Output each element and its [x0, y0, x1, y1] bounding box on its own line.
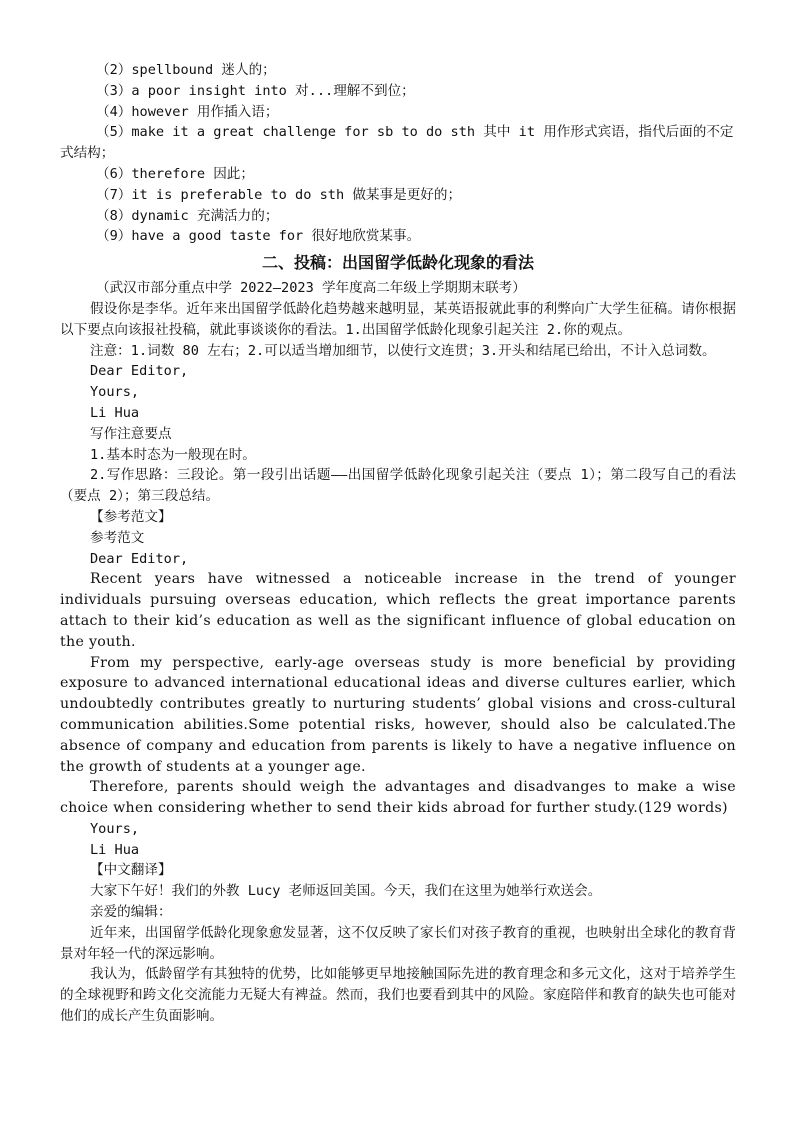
template-closing: Yours,: [90, 384, 140, 401]
vocab-item: （7）it is preferable to do sth 做某事是更好的；: [96, 186, 462, 203]
section-title: 二、投稿：出国留学低龄化现象的看法: [261, 253, 534, 273]
essay-signature: Li Hua: [90, 841, 140, 858]
translation-intro: 大家下午好！我们的外教 Lucy 老师返回美国。今天，我们在这里为她举行欢送会。: [90, 883, 602, 900]
essay-greeting: Dear Editor,: [90, 550, 189, 567]
vocab-item: （9）have a good taste for 很好地欣赏某事。: [96, 228, 421, 245]
vocab-item: （6）therefore 因此；: [96, 165, 254, 182]
vocab-item: （8）dynamic 充满活力的；: [96, 207, 279, 224]
vocab-list: [60, 60, 736, 247]
translation-paragraph: 我认为，低龄留学有其独特的优势，比如能够更早地接触国际先进的教育理念和多元文化，这对于培养学生的全球视野和跨文化交流能力无疑大有裨益。然而，我们也要看到其中的风险。家庭陪伴和教育的缺失也可能对他们的成长产生负面影响。: [60, 966, 736, 1025]
essay-paragraph: Therefore, parents should weigh the advantages and disadvanges to make a wise choice when considering whether to send their kids abroad for further study.(129 words): [60, 779, 736, 817]
translation-label: 【中文翻译】: [90, 862, 172, 879]
translation-greeting: 亲爱的编辑：: [90, 904, 172, 921]
tips-title: 写作注意要点: [90, 425, 172, 442]
essay-closing: Yours,: [90, 820, 140, 837]
notes-text: 注意：1.词数 80 左右；2.可以适当增加细节，以使行文连贯；3.开头和结尾已给出，不计入总词数。: [90, 342, 716, 359]
source-note: （武汉市部分重点中学 2022—2023 学年度高二年级上学期期末联考）: [96, 280, 526, 297]
prompt-text: 假设你是李华。近年来出国留学低龄化趋势越来越明显，某英语报就此事的利弊向广大学生征稿。请你根据以下要点向该报社投稿，就此事谈谈你的看法。1.出国留学低龄化现象引起关注 2.你的观点。: [60, 300, 736, 338]
tip-item: 2.写作思路：三段论。第一段引出话题——出国留学低龄化现象引起关注（要点 1）；第二段写自己的看法（要点 2）；第三段总结。: [60, 467, 736, 505]
vocab-item: （4）however 用作插入语；: [96, 103, 279, 120]
vocab-item: （5）make it a great challenge for sb to do sth 其中 it 用作形式宾语，指代后面的不定式结构；: [60, 124, 734, 162]
template-greeting: Dear Editor,: [90, 363, 189, 380]
vocab-item: （2）spellbound 迷人的；: [96, 62, 276, 78]
essay-paragraph: Recent years have witnessed a noticeable increase in the trend of younger individuals pursuing overseas education, which reflects the great importance parents attach to their kid’s education as well as the significant influence of global education on the youth.: [60, 571, 736, 650]
template-signature: Li Hua: [90, 404, 140, 421]
reference-title: 参考范文: [90, 529, 145, 546]
essay-paragraph: From my perspective, early-age overseas study is more beneficial by providing exposure to advanced international educational ideas and diverse cultures earlier, which undoubtedly contributes greatly to nurturing students’ global visions and cross-cultural communication abilities.Some potential risks, however, should also be calculated.The absence of company and education from parents is likely to have a negative influence on the growth of students at a younger age.: [60, 654, 736, 775]
vocab-item: （3）a poor insight into 对...理解不到位；: [96, 82, 415, 99]
translation-paragraph: 近年来，出国留学低龄化现象愈发显著，这不仅反映了家长们对孩子教育的重视，也映射出全球化的教育背景对年轻一代的深远影响。: [60, 924, 736, 962]
reference-label: 【参考范文】: [90, 508, 172, 525]
tip-item: 1.基本时态为一般现在时。: [90, 446, 256, 463]
